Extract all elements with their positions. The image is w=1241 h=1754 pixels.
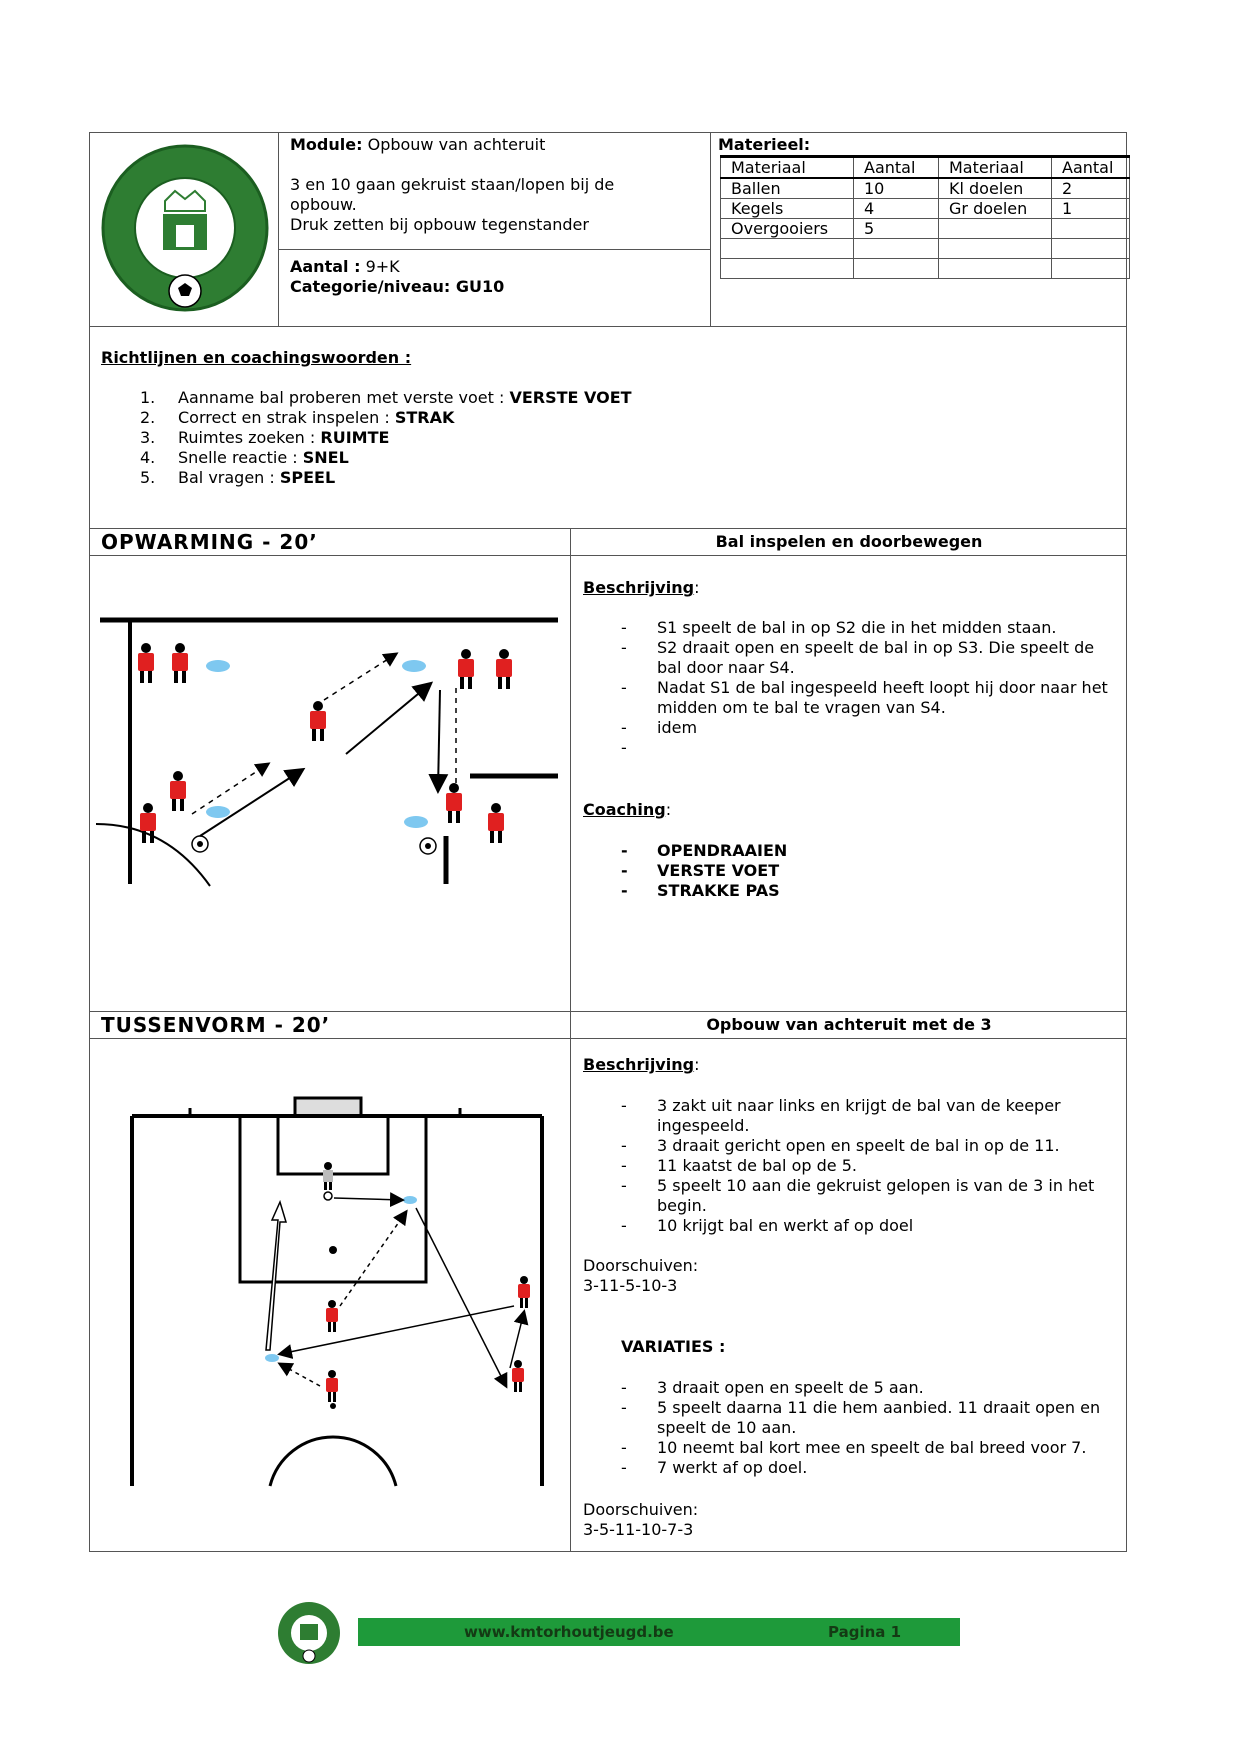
description-line-3: Druk zetten bij opbouw tegenstander bbox=[290, 215, 589, 234]
list-item: - 3 zakt uit naar links en krijgt de bal van de keeper ingespeeld. bbox=[583, 1096, 1123, 1136]
mat-header-3: Materiaal bbox=[939, 157, 1052, 179]
opwarming-title-bottom bbox=[89, 555, 1127, 556]
richtlijn-item: 2. Correct en strak inspelen : STRAK bbox=[140, 408, 455, 427]
mat-cell: Overgooiers bbox=[721, 219, 854, 239]
list-item: - 7 werkt af op doel. bbox=[583, 1458, 1123, 1478]
opwarming-coaching-heading: Coaching: bbox=[583, 800, 672, 819]
mat-cell: Gr doelen bbox=[939, 199, 1052, 219]
doorschuiven-1-label: Doorschuiven: bbox=[583, 1256, 699, 1275]
footer-page: Pagina 1 bbox=[828, 1623, 902, 1641]
footer-bar bbox=[358, 1618, 960, 1646]
mat-row bbox=[721, 259, 1130, 279]
richtlijn-item: 4. Snelle reactie : SNEL bbox=[140, 448, 349, 467]
footer-website[interactable]: www.kmtorhoutjeugd.be bbox=[464, 1623, 674, 1641]
list-item: - 3 draait open en speelt de 5 aan. bbox=[583, 1378, 1123, 1398]
aantal-label: Aantal : bbox=[290, 257, 361, 276]
header-divider-2 bbox=[710, 132, 711, 326]
mat-cell bbox=[939, 219, 1052, 239]
list-item: - VERSTE VOET bbox=[583, 861, 1123, 881]
mat-header-1: Materiaal bbox=[721, 157, 854, 179]
mat-row bbox=[721, 219, 1130, 239]
module-value: Opbouw van achteruit bbox=[367, 135, 546, 154]
mat-cell: Ballen bbox=[721, 178, 854, 199]
doorschuiven-2 bbox=[583, 1500, 698, 1540]
list-item: - S2 draait open en speelt de bal in op S3. Die speelt de bal door naar S4. bbox=[583, 638, 1123, 678]
richtlijn-item: 3. Ruimtes zoeken : RUIMTE bbox=[140, 428, 390, 447]
header-divider-1 bbox=[278, 132, 279, 326]
tussenvorm-title: TUSSENVORM - 20’ bbox=[101, 1013, 331, 1037]
aantal-block bbox=[290, 257, 700, 297]
list-item: - 3 draait gericht open en speelt de bal in op de 11. bbox=[583, 1136, 1123, 1156]
mat-cell: 5 bbox=[854, 219, 939, 239]
list-item bbox=[583, 738, 1123, 758]
list-item: - 5 speelt daarna 11 die hem aanbied. 11 draait open en speelt de 10 aan. bbox=[583, 1398, 1123, 1438]
club-logo bbox=[100, 143, 270, 313]
mat-cell bbox=[939, 239, 1052, 259]
mat-cell bbox=[1052, 219, 1130, 239]
list-item: - S1 speelt de bal in op S2 die in het midden staan. bbox=[583, 618, 1123, 638]
mat-cell bbox=[939, 259, 1052, 279]
list-item: - STRAKKE PAS bbox=[583, 881, 1123, 901]
mat-cell: 10 bbox=[854, 178, 939, 199]
materieel-table bbox=[720, 155, 1130, 279]
mat-header-2: Aantal bbox=[854, 157, 939, 179]
logo-text bbox=[100, 143, 270, 144]
mat-row bbox=[721, 178, 1130, 199]
richtlijnen-title: Richtlijnen en coachingswoorden : bbox=[101, 348, 412, 367]
list-item: - idem bbox=[583, 718, 1123, 738]
categorie-label: Categorie/niveau: GU10 bbox=[290, 277, 505, 296]
mat-cell bbox=[721, 259, 854, 279]
opwarming-subtitle: Bal inspelen en doorbewegen bbox=[715, 532, 983, 551]
list-item: - 5 speelt 10 aan die gekruist gelopen is van de 3 in het begin. bbox=[583, 1176, 1123, 1216]
mat-header-4: Aantal bbox=[1052, 157, 1130, 179]
description-line-2: opbouw. bbox=[290, 195, 357, 214]
mat-cell bbox=[1052, 259, 1130, 279]
opwarming-mid bbox=[570, 528, 571, 1011]
doorschuiven-1 bbox=[583, 1256, 698, 1296]
list-item: - 10 krijgt bal en werkt af op doel bbox=[583, 1216, 1123, 1236]
opwarming-diagram bbox=[96, 600, 566, 900]
module-label: Module: bbox=[290, 135, 363, 154]
opwarming-beschrijving-list bbox=[583, 618, 1123, 758]
richtlijnen-list bbox=[91, 388, 991, 488]
mat-row bbox=[721, 199, 1130, 219]
header-bottom bbox=[89, 326, 1127, 327]
richtlijn-item: 1. Aanname bal proberen met verste voet : VERSTE VOET bbox=[140, 388, 632, 407]
mat-cell bbox=[1052, 239, 1130, 259]
module-block bbox=[290, 135, 700, 235]
tussenvorm-subtitle: Opbouw van achteruit met de 3 bbox=[706, 1015, 992, 1034]
tussenvorm-mid bbox=[570, 1011, 571, 1552]
footer-logo bbox=[276, 1600, 342, 1666]
mat-cell: 4 bbox=[854, 199, 939, 219]
variaties-list bbox=[583, 1378, 1123, 1478]
mat-cell bbox=[854, 259, 939, 279]
list-item: - Nadat S1 de bal ingespeeld heeft loopt hij door naar het midden om te bal te vragen van S4. bbox=[583, 678, 1123, 718]
list-item: - OPENDRAAIEN bbox=[583, 841, 1123, 861]
richtlijn-item: 5. Bal vragen : SPEEL bbox=[140, 468, 336, 487]
list-item: - 10 neemt bal kort mee en speelt de bal breed voor 7. bbox=[583, 1438, 1123, 1458]
mat-cell: 1 bbox=[1052, 199, 1130, 219]
header-divider-mid bbox=[278, 249, 710, 250]
opwarming-top bbox=[89, 528, 1127, 529]
list-item: - 11 kaatst de bal op de 5. bbox=[583, 1156, 1123, 1176]
opwarming-beschrijving-heading: Beschrijving: bbox=[583, 578, 700, 597]
aantal-value: 9+K bbox=[365, 257, 400, 276]
tussenvorm-title-bottom bbox=[89, 1038, 1127, 1039]
opwarming-coaching-list bbox=[583, 841, 1123, 901]
opwarming-title: OPWARMING - 20’ bbox=[101, 530, 318, 554]
description-line-1: 3 en 10 gaan gekruist staan/lopen bij de bbox=[290, 175, 615, 194]
mat-row bbox=[721, 239, 1130, 259]
tussenvorm-diagram bbox=[120, 1090, 550, 1500]
tussenvorm-beschrijving-list bbox=[583, 1096, 1123, 1236]
variaties-heading: VARIATIES : bbox=[621, 1337, 726, 1356]
tussenvorm-beschrijving-heading: Beschrijving: bbox=[583, 1055, 700, 1074]
doorschuiven-2-value: 3-5-11-10-7-3 bbox=[583, 1520, 694, 1539]
mat-cell: Kegels bbox=[721, 199, 854, 219]
doorschuiven-2-label: Doorschuiven: bbox=[583, 1500, 699, 1519]
mat-cell bbox=[854, 239, 939, 259]
mat-cell: 2 bbox=[1052, 178, 1130, 199]
doorschuiven-1-value: 3-11-5-10-3 bbox=[583, 1276, 678, 1295]
tussenvorm-top bbox=[89, 1011, 1127, 1012]
mat-cell bbox=[721, 239, 854, 259]
mat-cell: Kl doelen bbox=[939, 178, 1052, 199]
materieel-title: Materieel: bbox=[718, 135, 811, 154]
